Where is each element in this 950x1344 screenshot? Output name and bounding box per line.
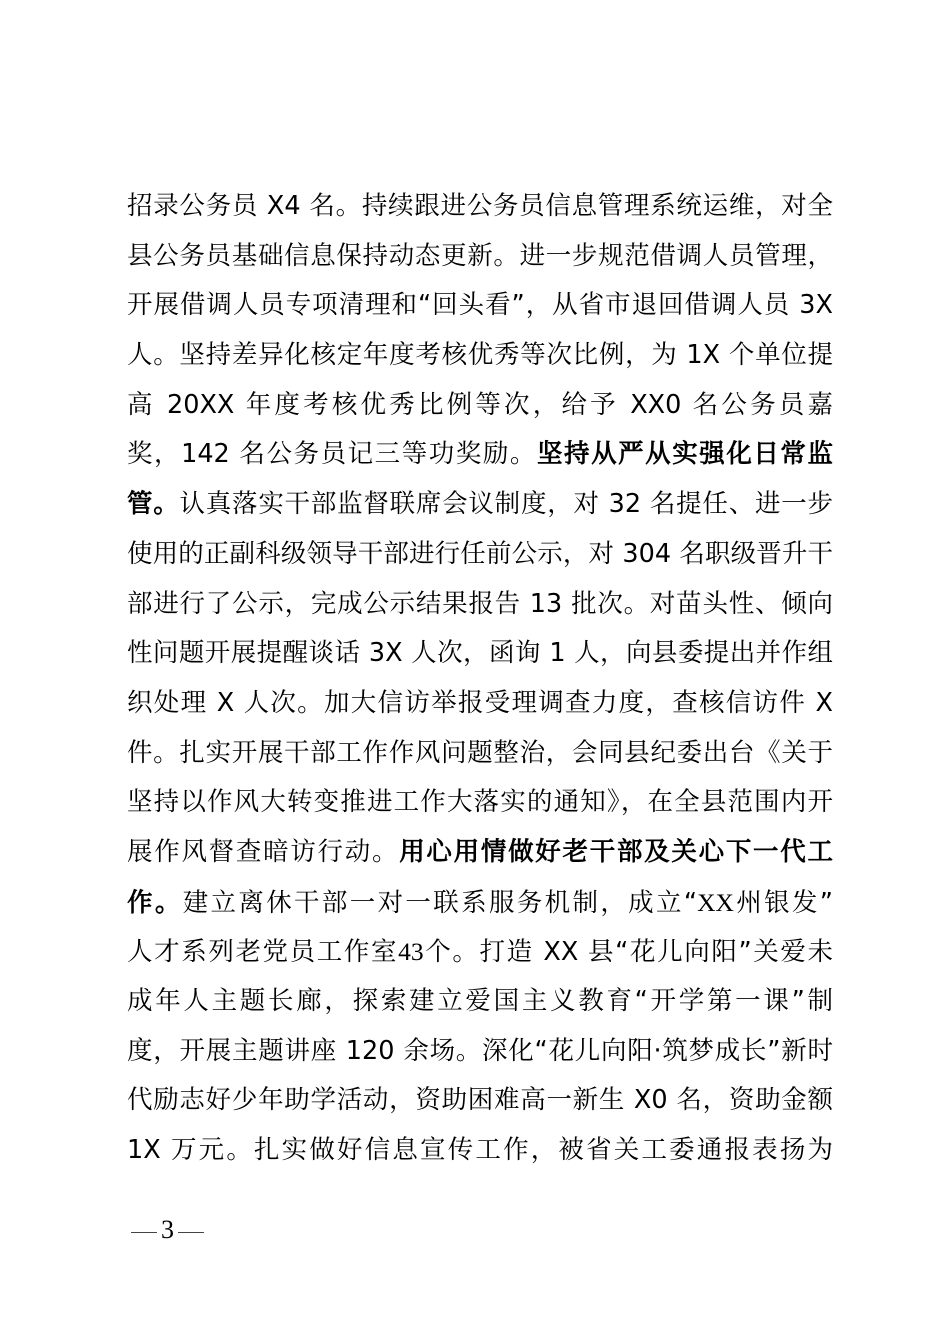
- text-run: 件。扎实开展干部工作作风问题整治，会同县纪委出台《关于: [127, 737, 833, 768]
- text-run: 县公务员基础信息保持动态更新。进一步规范借调人员管理，: [127, 240, 833, 271]
- text-run: XX: [697, 887, 734, 917]
- text-run: 织处理 X 人次。加大信访举报受理调查力度，查核信访件 X: [127, 687, 833, 718]
- text-run: 使用的正副科级领导干部进行任前公示，对 304 名职级晋升干: [127, 538, 833, 569]
- text-line: [127, 480, 833, 530]
- text-run: 43: [398, 937, 424, 967]
- text-line: [127, 778, 833, 828]
- text-run: 州银发”: [733, 887, 833, 918]
- text-run: 人。坚持差异化核定年度考核优秀等次比例，为 1X 个单位提: [127, 340, 833, 371]
- bold-heading-run: 用心用情做好老干部及关心下一代工: [399, 836, 833, 867]
- footer-dash-right: [178, 1232, 204, 1233]
- bold-heading-run: 坚持从严从实强化日常监: [536, 439, 833, 470]
- text-run: 个。打造 XX 县“花儿向阳”关爱未: [423, 937, 833, 968]
- text-line: [127, 530, 833, 580]
- text-line: [127, 927, 833, 977]
- text-run: 度，开展主题讲座 120 余场。深化“花儿向阳·筑梦成长”新时: [127, 1035, 833, 1066]
- text-line: [127, 381, 833, 431]
- text-line: [127, 331, 833, 381]
- text-run: 展作风督查暗访行动。: [127, 836, 400, 867]
- text-run: 坚持以作风大转变推进工作大落实的通知》，在全县范围内开: [127, 787, 833, 818]
- text-run: 人才系列老党员工作室: [127, 937, 399, 968]
- page-number: 3: [161, 1215, 174, 1244]
- page-footer: [127, 1213, 208, 1247]
- text-line: [127, 182, 833, 232]
- text-run: 高 20XX 年度考核优秀比例等次，给予 XX0 名公务员嘉: [127, 389, 833, 420]
- text-run: 1X 万元。扎实做好信息宣传工作，被省关工委通报表扬为: [127, 1135, 833, 1166]
- text-run: 开展借调人员专项清理和“回头看”，从省市退回借调人员 3X: [127, 290, 833, 321]
- text-line: [127, 1126, 833, 1176]
- text-line: [127, 232, 833, 282]
- text-line: [127, 828, 833, 878]
- text-line: [127, 1027, 833, 1077]
- text-run: 部进行了公示，完成公示结果报告 13 批次。对苗头性、倾向: [127, 588, 833, 619]
- text-line: [127, 430, 833, 480]
- text-run: 奖，142 名公务员记三等功奖励。: [127, 439, 537, 470]
- text-line: [127, 729, 833, 779]
- text-run: 代励志好少年助学活动，资助困难高一新生 X0 名，资助金额: [127, 1085, 833, 1116]
- text-line: [127, 281, 833, 331]
- text-line: [127, 679, 833, 729]
- text-run: 成年人主题长廊，探索建立爱国主义教育“开学第一课”制: [127, 986, 833, 1016]
- bold-heading-run: 管。: [127, 489, 180, 520]
- text-line: [127, 580, 833, 630]
- text-line: [127, 1076, 833, 1126]
- text-run: 建立离休干部一对一联系服务机制，成立“: [182, 887, 698, 918]
- body-paragraph: [127, 182, 837, 1176]
- text-run: 性问题开展提醒谈话 3X 人次，函询 1 人，向县委提出并作组: [127, 638, 833, 669]
- text-run: 招录公务员 X4 名。持续跟进公务员信息管理系统运维，对全: [127, 191, 833, 221]
- footer-dash-left: [131, 1232, 157, 1233]
- text-line: [127, 629, 833, 679]
- text-line: [127, 977, 833, 1027]
- text-line: [127, 878, 833, 928]
- bold-heading-run: 作。: [127, 887, 183, 918]
- text-run: 认真落实干部监督联席会议制度，对 32 名提任、进一步: [179, 489, 833, 520]
